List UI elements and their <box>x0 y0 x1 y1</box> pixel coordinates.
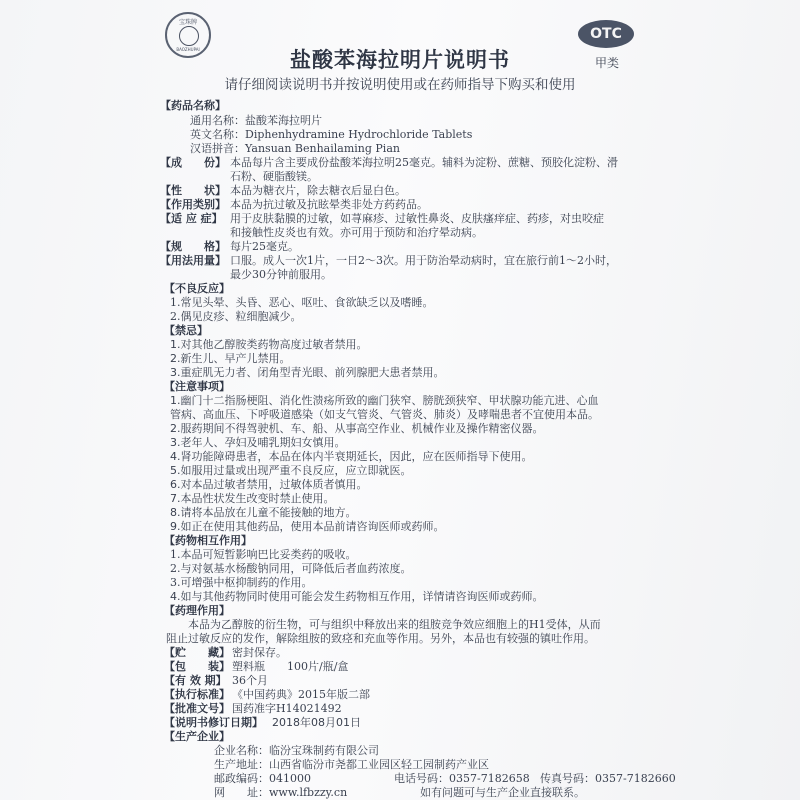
otc-class-label: 甲类 <box>595 56 620 70</box>
precaution-item: 6.对本品过敏者禁用，过敏体质者慎用。 <box>170 478 368 491</box>
precaution-item: 8.请将本品放在儿童不能接触的地方。 <box>170 506 357 519</box>
contraindication-item: 2.新生儿、早产儿禁用。 <box>170 352 291 365</box>
packaging-text: 塑料瓶 100片/瓶/盒 <box>232 660 349 673</box>
adverse-item: 2.偶见皮疹、粒细胞减少。 <box>170 310 302 323</box>
logo-emblem-icon <box>179 26 199 46</box>
adverse-item: 1.常见头晕、头昏、恶心、呕吐、食欲缺乏以及嗜睡。 <box>170 296 434 309</box>
spec-label: 【规 格】 <box>160 240 226 253</box>
page-title: 盐酸苯海拉明片说明书 <box>290 48 510 72</box>
section-precautions: 【注意事项】 <box>164 380 230 393</box>
precaution-item: 4.肾功能障碍患者，本品在体内半衰期延长，因此，应在医师指导下使用。 <box>170 450 533 463</box>
indications-text-2: 和接触性皮炎也有效。亦可用于预防和治疗晕动病。 <box>230 226 483 239</box>
section-manufacturer: 【生产企业】 <box>164 730 230 743</box>
validity-text: 36个月 <box>232 674 268 687</box>
company-postcode: 邮政编码：041000 <box>214 772 311 785</box>
standard-label: 【执行标准】 <box>164 688 230 701</box>
company-address: 生产地址：山西省临汾市尧都工业园区轻工园制药产业区 <box>214 758 489 771</box>
contraindication-item: 3.重症肌无力者、闭角型青光眼、前列腺肥大患者禁用。 <box>170 366 445 379</box>
packaging-label: 【包 装】 <box>164 660 230 673</box>
pharmacology-text-1: 本品为乙醇胺的衍生物，可与组织中释放出来的组胺竞争效应细胞上的H1受体，从而 <box>188 618 601 631</box>
precaution-item: 1.幽门十二指肠梗阻、消化性溃疡所致的幽门狭窄、膀胱颈狭窄、甲状腺功能亢进、心血 <box>170 394 599 407</box>
dosage-text-1: 口服。成人一次1片，一日2～3次。用于防治晕动病时，宜在旅行前1～2小时， <box>230 254 617 267</box>
storage-label: 【贮 藏】 <box>164 646 230 659</box>
company-phone: 电话号码：0357-7182658 <box>394 772 530 785</box>
approval-label: 【批准文号】 <box>164 702 230 715</box>
precaution-item: 7.本品性状发生改变时禁止使用。 <box>170 492 335 505</box>
precaution-item: 3.老年人、孕妇及哺乳期妇女慎用。 <box>170 436 346 449</box>
section-pharmacology: 【药理作用】 <box>164 604 230 617</box>
appearance-text: 本品为糖衣片，除去糖衣后显白色。 <box>230 184 406 197</box>
otc-badge: OTC <box>578 20 634 48</box>
contraindication-item: 1.对其他乙醇胺类药物高度过敏者禁用。 <box>170 338 368 351</box>
logo-text: 宝珠牌 <box>178 19 197 26</box>
storage-text: 密封保存。 <box>232 646 287 659</box>
dosage-label: 【用法用量】 <box>160 254 226 267</box>
section-drug-name: 【药品名称】 <box>160 99 226 112</box>
precaution-item: 2.服药期间不得驾驶机、车、船、从事高空作业、机械作业及操作精密仪器。 <box>170 422 544 435</box>
company-fax: 传真号码：0357-7182660 <box>540 772 676 785</box>
revision-label: 【说明书修订日期】 <box>164 716 263 729</box>
indications-label: 【适 应 症】 <box>160 212 223 225</box>
interaction-item: 2.与对氨基水杨酸钠同用，可降低后者血药浓度。 <box>170 562 412 575</box>
composition-label: 【成 份】 <box>160 156 226 169</box>
pharmacology-text-2: 阻止过敏反应的发作，解除组胺的致痉和充血等作用。另外，本品也有较强的镇吐作用。 <box>166 632 595 645</box>
interaction-item: 4.如与其他药物同时使用可能会发生药物相互作用，详情请咨询医师或药师。 <box>170 590 544 603</box>
category-label: 【作用类别】 <box>160 198 226 211</box>
pinyin-name: 汉语拼音：Yansuan Benhailaming Pian <box>190 142 400 155</box>
interaction-item: 1.本品可短暂影响巴比妥类药的吸收。 <box>170 548 357 561</box>
composition-text-2: 石粉、硬脂酸镁。 <box>230 170 318 183</box>
composition-text-1: 本品每片含主要成份盐酸苯海拉明25毫克。辅料为淀粉、蔗糖、预胶化淀粉、滑 <box>230 156 618 169</box>
indications-text-1: 用于皮肤黏膜的过敏，如荨麻疹、过敏性鼻炎、皮肤瘙痒症、药疹，对虫咬症 <box>230 212 604 225</box>
revision-date: 2018年08月01日 <box>272 716 361 729</box>
section-contraindications: 【禁忌】 <box>164 324 208 337</box>
dosage-text-2: 最少30分钟前服用。 <box>230 268 332 281</box>
company-website: 网 址：www.lfbzzy.cn <box>214 786 348 799</box>
precaution-item: 5.如服用过量或出现严重不良反应，应立即就医。 <box>170 464 412 477</box>
approval-text: 国药准字H14021492 <box>232 702 342 715</box>
category-text: 本品为抗过敏及抗眩晕类非处方药药品。 <box>230 198 428 211</box>
company-name: 企业名称：临汾宝珠制药有限公司 <box>214 744 379 757</box>
english-name: 英文名称：Diphenhydramine Hydrochloride Tablets <box>190 128 473 141</box>
appearance-label: 【性 状】 <box>160 184 226 197</box>
section-adverse: 【不良反应】 <box>164 282 230 295</box>
spec-text: 每片25毫克。 <box>230 240 299 253</box>
validity-label: 【有 效 期】 <box>164 674 227 687</box>
precaution-item: 9.如正在使用其他药品，使用本品前请咨询医师或药师。 <box>170 520 445 533</box>
footer-note: 如有问题可与生产企业直接联系。 <box>420 786 585 799</box>
page-subtitle: 请仔细阅读说明书并按说明使用或在药师指导下购买和使用 <box>224 77 576 93</box>
logo-subtext: BAOZHUPAI <box>176 47 200 52</box>
interaction-item: 3.可增强中枢抑制药的作用。 <box>170 576 313 589</box>
precaution-item: 管病、高血压、下呼吸道感染（如支气管炎、气管炎、肺炎）及哮喘患者不宜使用本品。 <box>170 408 599 421</box>
standard-text: 《中国药典》2015年版二部 <box>232 688 370 701</box>
generic-name: 通用名称：盐酸苯海拉明片 <box>190 114 322 127</box>
section-interactions: 【药物相互作用】 <box>164 534 252 547</box>
